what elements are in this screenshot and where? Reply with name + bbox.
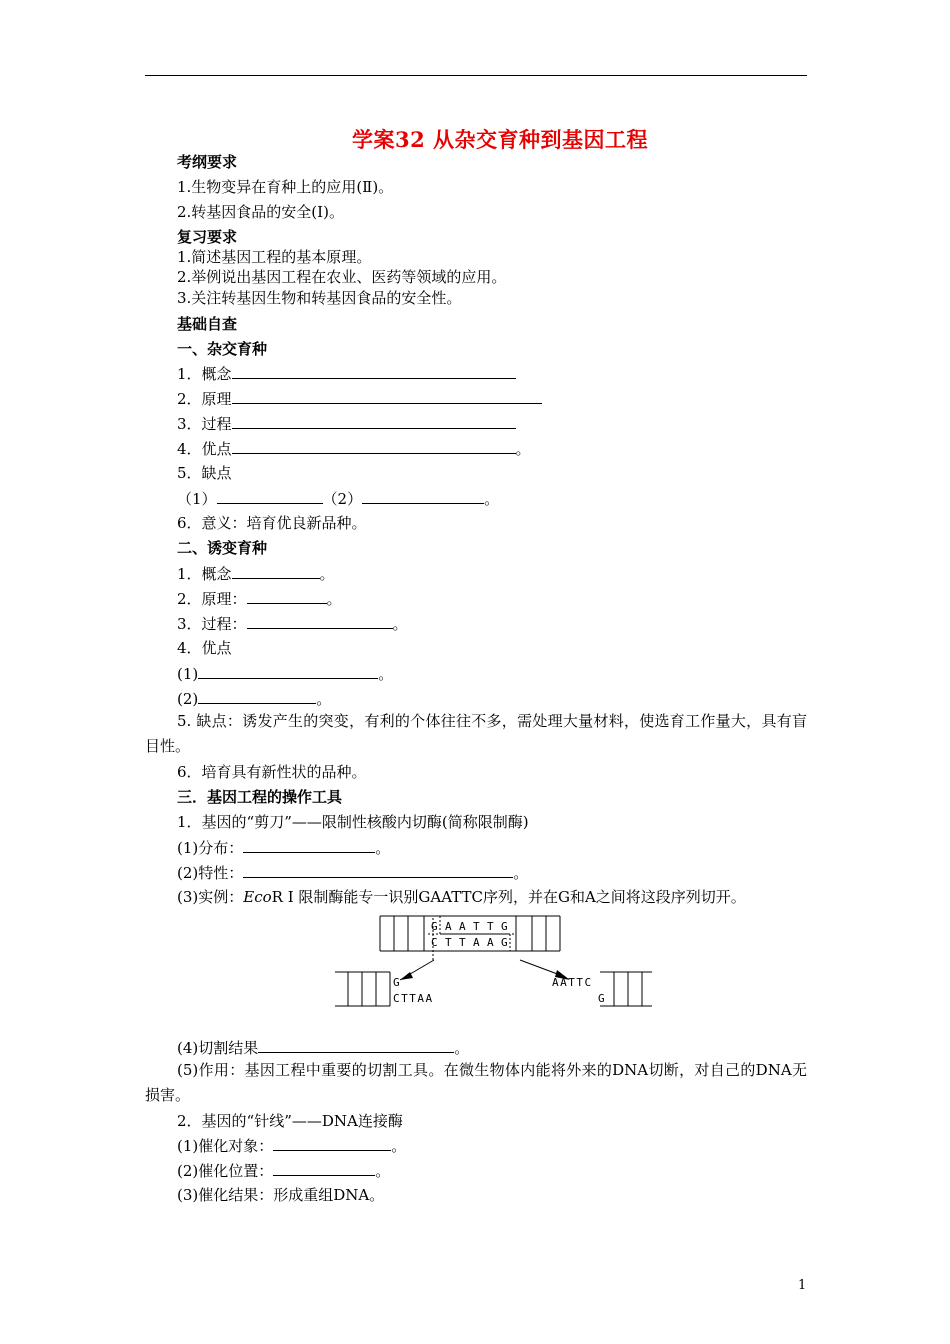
s3-distribution <box>177 838 390 857</box>
period: 。 <box>515 440 531 458</box>
s1-disadvantage-label: 5．缺点 <box>177 464 232 482</box>
s3-scissors-heading: 1．基因的“剪刀”——限制性核酸内切酶(简称限制酶) <box>177 813 529 831</box>
s3-ligase-target-label: (1)催化对象： <box>177 1137 274 1155</box>
period: 。 <box>484 490 500 508</box>
s3-example <box>177 888 746 906</box>
s1-advantage-label: 4．优点 <box>177 440 232 458</box>
ecori-cut-diagram <box>330 910 660 1014</box>
bottom-strand-base: T <box>445 936 452 949</box>
s3-ligase-target <box>177 1136 406 1155</box>
right-fragment-top: AATTC <box>552 976 593 989</box>
period: 。 <box>316 690 332 708</box>
syllabus-item: 2.转基因食品的安全(Ⅰ)。 <box>177 203 344 221</box>
fill-blank[interactable] <box>198 689 316 704</box>
review-heading: 复习要求 <box>177 228 238 246</box>
s2-principle <box>177 589 342 608</box>
fill-blank[interactable] <box>273 1161 375 1176</box>
s2-advantage-2 <box>177 689 331 708</box>
period: 。 <box>375 839 391 857</box>
s2-concept <box>177 564 335 583</box>
s1-advantage <box>177 439 531 458</box>
s1-process-label: 3．过程 <box>177 415 232 433</box>
s3-example-text: R Ⅰ 限制酶能专一识别GAATTC序列，并在G和A之间将这段序列切开。 <box>271 888 746 906</box>
period: 。 <box>392 615 408 633</box>
right-fragment-bottom: G <box>598 992 605 1005</box>
fill-blank[interactable] <box>232 564 320 579</box>
top-strand-base: G <box>431 920 438 933</box>
fill-blank[interactable] <box>232 439 516 454</box>
fill-blank[interactable] <box>243 838 375 853</box>
s3-ligase-position-label: (2)催化位置： <box>177 1162 274 1180</box>
item-number: (2) <box>177 690 199 708</box>
fill-blank[interactable] <box>362 489 484 504</box>
bottom-strand-base: G <box>501 936 508 949</box>
fill-blank[interactable] <box>232 389 542 404</box>
left-fragment-top: G <box>393 976 400 989</box>
s1-process <box>177 414 516 433</box>
s3-ligase-heading: 2．基因的“针线”——DNA连接酶 <box>177 1112 403 1130</box>
period: 。 <box>454 1039 470 1057</box>
s3-cut-result <box>177 1038 469 1057</box>
dna-bottom-strand <box>431 936 508 949</box>
item-number: (1) <box>177 665 199 683</box>
period: 。 <box>326 590 342 608</box>
fill-blank[interactable] <box>217 489 323 504</box>
s3-function-paragraph: (5)作用：基因工程中重要的切割工具。在微生物体内能将外来的DNA切断，对自己的DNA无损害。 <box>145 1061 807 1104</box>
section2-heading: 二、诱变育种 <box>177 539 268 557</box>
s2-process <box>177 614 408 633</box>
syllabus-item: 1.生物变异在育种上的应用(Ⅱ)。 <box>177 178 394 196</box>
period: 。 <box>513 864 529 882</box>
fill-blank[interactable] <box>198 664 378 679</box>
bottom-strand-base: C <box>431 936 438 949</box>
s3-ligase-position <box>177 1161 390 1180</box>
s1-principle <box>177 389 542 408</box>
top-strand-base: A <box>459 920 466 933</box>
s3-distribution-label: (1)分布： <box>177 839 244 857</box>
left-fragment-bottom: CTTAA <box>393 992 434 1005</box>
s2-principle-label: 2．原理： <box>177 590 247 608</box>
s2-advantage-label: 4．优点 <box>177 639 232 657</box>
section1-heading: 一、杂交育种 <box>177 340 268 358</box>
bottom-strand-base: A <box>473 936 480 949</box>
review-item: 3.关注转基因生物和转基因食品的安全性。 <box>177 289 462 307</box>
item-number: （2） <box>322 490 363 508</box>
item-number: （1） <box>177 490 217 508</box>
fill-blank[interactable] <box>247 614 393 629</box>
fill-blank[interactable] <box>273 1136 391 1151</box>
top-strand-base: G <box>501 920 508 933</box>
s1-principle-label: 2．原理 <box>177 390 232 408</box>
bottom-strand-base: T <box>459 936 466 949</box>
enzyme-name: Eco <box>243 888 272 906</box>
s1-significance: 6．意义：培育优良新品种。 <box>177 514 367 532</box>
page-number: 1 <box>798 1278 807 1293</box>
s2-process-label: 3．过程： <box>177 615 247 633</box>
top-strand-base: T <box>487 920 494 933</box>
s1-concept <box>177 364 516 383</box>
dna-top-strand <box>431 920 508 933</box>
page-title: 学案32 从杂交育种到基因工程 <box>351 127 649 152</box>
header-rule <box>145 75 807 76</box>
fill-blank[interactable] <box>232 364 516 379</box>
period: 。 <box>378 665 394 683</box>
fill-blank[interactable] <box>258 1038 454 1053</box>
s2-disadvantage-paragraph: 5. 缺点：诱发产生的突变，有利的个体往往不多，需处理大量材料，使选育工作量大，具有盲目性。 <box>145 712 807 755</box>
bottom-strand-base: A <box>487 936 494 949</box>
s2-advantage-1 <box>177 664 393 683</box>
basics-heading: 基础自查 <box>177 315 238 333</box>
s3-property <box>177 863 528 882</box>
syllabus-heading: 考纲要求 <box>177 153 238 171</box>
s3-ligase-result: (3)催化结果：形成重组DNA。 <box>177 1186 385 1204</box>
fill-blank[interactable] <box>232 414 516 429</box>
top-strand-base: A <box>445 920 452 933</box>
s1-concept-label: 1．概念 <box>177 365 232 383</box>
review-item: 2.举例说出基因工程在农业、医药等领域的应用。 <box>177 268 507 286</box>
section3-heading: 三．基因工程的操作工具 <box>177 788 343 806</box>
s3-example-label: (3)实例： <box>177 888 244 906</box>
period: 。 <box>391 1137 407 1155</box>
fill-blank[interactable] <box>243 863 513 878</box>
period: 。 <box>375 1162 391 1180</box>
s2-concept-label: 1．概念 <box>177 565 232 583</box>
review-item: 1.简述基因工程的基本原理。 <box>177 248 372 266</box>
s2-significance: 6．培育具有新性状的品种。 <box>177 763 367 781</box>
top-strand-base: T <box>473 920 480 933</box>
s1-disadvantage-items <box>177 489 499 508</box>
period: 。 <box>319 565 335 583</box>
fill-blank[interactable] <box>247 589 327 604</box>
s3-property-label: (2)特性： <box>177 864 244 882</box>
s3-cut-result-label: (4)切割结果 <box>177 1039 259 1057</box>
